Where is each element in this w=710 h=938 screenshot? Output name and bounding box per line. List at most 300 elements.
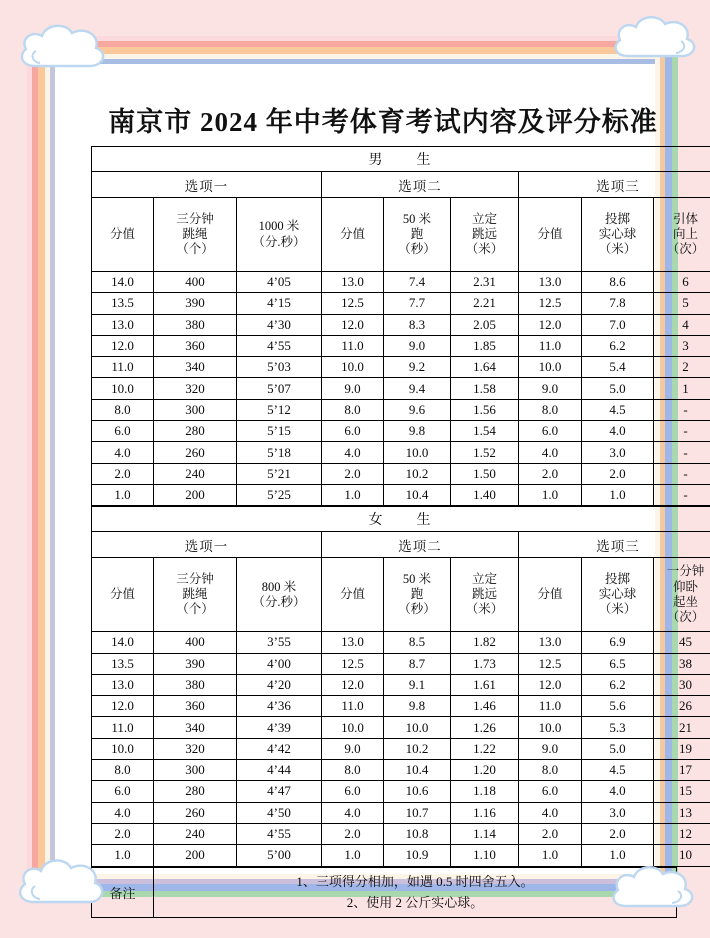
column-header-line: （分.秒） — [252, 234, 306, 249]
table-cell: 300 — [154, 760, 237, 781]
table-row — [92, 717, 710, 738]
table-cell: 10 — [654, 845, 710, 866]
column-header-line: 跑 — [410, 226, 424, 241]
table-cell: 1.61 — [451, 674, 519, 695]
table-cell: 14.0 — [92, 632, 154, 653]
table-cell: 8.0 — [322, 399, 384, 420]
table-row — [92, 845, 710, 866]
table-cell: 3.0 — [582, 442, 654, 463]
column-header-line: 实心球 — [598, 587, 637, 602]
table-cell: 13.5 — [92, 293, 154, 314]
table-cell: 13.0 — [519, 272, 582, 293]
column-header-line: 跳远 — [471, 587, 497, 602]
table-cell: 10.7 — [384, 802, 451, 823]
column-header-row — [92, 198, 710, 272]
table-cell: 17 — [654, 760, 710, 781]
table-cell: 12.0 — [519, 674, 582, 695]
table-cell: 5.3 — [582, 717, 654, 738]
option-group-header: 选项一 — [92, 172, 322, 198]
column-header — [582, 198, 654, 272]
table-cell: 1.46 — [451, 696, 519, 717]
table-cell: 4’55 — [237, 823, 322, 844]
table-cell: 6.2 — [582, 335, 654, 356]
table-cell: 1.10 — [451, 845, 519, 866]
column-header-line: 立定 — [471, 211, 497, 226]
table-cell: 1.82 — [451, 632, 519, 653]
table-cell: 19 — [654, 738, 710, 759]
column-header — [322, 558, 384, 632]
table-cell: 2.0 — [582, 823, 654, 844]
table-cell: 11.0 — [322, 335, 384, 356]
table-cell: 300 — [154, 399, 237, 420]
table-cell: 2.0 — [322, 823, 384, 844]
table-cell: 11.0 — [92, 717, 154, 738]
table-cell: 4’39 — [237, 717, 322, 738]
table-cell: 5’07 — [237, 378, 322, 399]
column-header — [451, 198, 519, 272]
table-cell: 12 — [654, 823, 710, 844]
table-cell: 7.8 — [582, 293, 654, 314]
column-header — [654, 558, 710, 632]
table-cell: 10.0 — [384, 442, 451, 463]
table-cell: 10.0 — [322, 717, 384, 738]
column-header-line: 仰卧 — [673, 579, 699, 594]
table-row — [92, 760, 710, 781]
table-cell: 400 — [154, 272, 237, 293]
section-title: 男 生 — [92, 147, 710, 172]
table-cell: 240 — [154, 463, 237, 484]
table-cell: 10.2 — [384, 463, 451, 484]
table-row — [92, 378, 710, 399]
table-row — [92, 674, 710, 695]
table-cell: 45 — [654, 632, 710, 653]
table-row — [92, 802, 710, 823]
option-group-header: 选项二 — [322, 532, 519, 558]
table-cell: 12.5 — [519, 293, 582, 314]
table-cell: 4’36 — [237, 696, 322, 717]
table-cell: 390 — [154, 293, 237, 314]
table-cell: 360 — [154, 335, 237, 356]
column-header-line: （个） — [176, 242, 214, 257]
column-header-line: （分.秒） — [252, 594, 306, 609]
column-header-line: （次） — [666, 610, 705, 625]
column-header-line: 实心球 — [598, 226, 637, 241]
table-cell: 1.52 — [451, 442, 519, 463]
table-cell: 5 — [654, 293, 710, 314]
column-header-line: 分值 — [339, 226, 365, 241]
table-cell: 2.21 — [451, 293, 519, 314]
table-cell: 4’50 — [237, 802, 322, 823]
remarks-line: 1、三项得分相加，如遇 0.5 时四舍五入。 — [296, 873, 534, 889]
table-cell: 10.0 — [384, 717, 451, 738]
table-cell: 4’47 — [237, 781, 322, 802]
table-cell: 13.0 — [519, 632, 582, 653]
table-cell: 10.9 — [384, 845, 451, 866]
table-cell: 8.7 — [384, 653, 451, 674]
option-group-header: 选项二 — [322, 172, 519, 198]
table-cell: 9.0 — [322, 738, 384, 759]
table-row — [92, 399, 710, 420]
table-cell: 1.16 — [451, 802, 519, 823]
column-header-line: 分值 — [109, 226, 135, 241]
table-cell: 12.5 — [322, 653, 384, 674]
decorative-frame — [27, 36, 705, 911]
column-header-line: （米） — [598, 602, 637, 617]
table-cell: 380 — [154, 314, 237, 335]
table-cell: 2.05 — [451, 314, 519, 335]
column-header — [384, 198, 451, 272]
table-cell: 4’05 — [237, 272, 322, 293]
column-header-line: 引体 — [673, 211, 699, 226]
table-cell: 1.0 — [92, 845, 154, 866]
table-cell: 6.0 — [519, 421, 582, 442]
table-cell: 15 — [654, 781, 710, 802]
column-header — [519, 558, 582, 632]
table-cell: 2.0 — [92, 463, 154, 484]
column-header-line: 跳远 — [471, 226, 497, 241]
table-cell: 200 — [154, 845, 237, 866]
table-cell: 390 — [154, 653, 237, 674]
column-header-line: 800 米 — [261, 579, 297, 594]
table-cell: 11.0 — [92, 357, 154, 378]
table-cell: 10.6 — [384, 781, 451, 802]
table-cell: 1.26 — [451, 717, 519, 738]
table-cell: 8.6 — [582, 272, 654, 293]
table-row — [92, 272, 710, 293]
column-header — [654, 198, 710, 272]
frame-stripe-left — [38, 36, 45, 902]
table-cell: 21 — [654, 717, 710, 738]
table-cell: 6.0 — [519, 781, 582, 802]
table-cell: 5’25 — [237, 484, 322, 505]
table-cell: 10.4 — [384, 760, 451, 781]
table-cell: 10.0 — [322, 357, 384, 378]
table-row — [92, 421, 710, 442]
column-header — [519, 198, 582, 272]
table-cell: 9.1 — [384, 674, 451, 695]
option-group-header: 选项三 — [519, 172, 710, 198]
column-header — [92, 198, 154, 272]
table-cell: 340 — [154, 357, 237, 378]
table-cell: 1.0 — [322, 845, 384, 866]
table-cell: 8.0 — [519, 399, 582, 420]
table-cell: 1 — [654, 378, 710, 399]
table-cell: 1.56 — [451, 399, 519, 420]
table-cell: 2 — [654, 357, 710, 378]
table-cell: 7.7 — [384, 293, 451, 314]
column-header-line: （米） — [465, 242, 504, 257]
column-header-line: 分值 — [537, 226, 563, 241]
column-header-line: （个） — [176, 602, 214, 617]
table-cell: 10.2 — [384, 738, 451, 759]
table-row — [92, 314, 710, 335]
table-cell: - — [654, 484, 710, 505]
column-header — [154, 198, 237, 272]
table-cell: 1.22 — [451, 738, 519, 759]
table-cell: 1.0 — [322, 484, 384, 505]
column-header-line: 三分钟 — [176, 571, 214, 586]
table-cell: 9.2 — [384, 357, 451, 378]
column-header-line: （秒） — [398, 602, 436, 617]
table-cell: 1.14 — [451, 823, 519, 844]
table-row — [92, 696, 710, 717]
table-cell: 2.0 — [582, 463, 654, 484]
table-cell: 6 — [654, 272, 710, 293]
table-cell: 9.4 — [384, 378, 451, 399]
table-cell: 9.0 — [519, 378, 582, 399]
table-cell: 5.4 — [582, 357, 654, 378]
section-title-row — [92, 507, 710, 532]
table-cell: 2.0 — [92, 823, 154, 844]
table-cell: 26 — [654, 696, 710, 717]
table-cell: 320 — [154, 378, 237, 399]
table-row — [92, 781, 710, 802]
table-cell: - — [654, 421, 710, 442]
table-cell: - — [654, 442, 710, 463]
table-cell: 9.8 — [384, 696, 451, 717]
table-cell: 380 — [154, 674, 237, 695]
table-cell: 6.0 — [92, 781, 154, 802]
option-group-row — [92, 532, 710, 558]
table-cell: 13 — [654, 802, 710, 823]
table-row — [92, 357, 710, 378]
column-header — [154, 558, 237, 632]
table-cell: 280 — [154, 781, 237, 802]
table-cell: 4’00 — [237, 653, 322, 674]
table-cell: 4.0 — [92, 802, 154, 823]
table-row — [92, 738, 710, 759]
table-cell: 5’18 — [237, 442, 322, 463]
remarks-line: 2、使用 2 公斤实心球。 — [346, 895, 484, 911]
table-cell: 30 — [654, 674, 710, 695]
column-header-line: 一分钟 — [666, 564, 705, 579]
table-cell: 1.64 — [451, 357, 519, 378]
table-cell: 10.0 — [92, 738, 154, 759]
frame-stripe-top — [27, 47, 683, 54]
table-cell: 11.0 — [519, 696, 582, 717]
table-cell: 1.50 — [451, 463, 519, 484]
table-row — [92, 484, 710, 505]
column-header-line: （米） — [598, 242, 637, 257]
table-cell: 1.0 — [92, 484, 154, 505]
table-row — [92, 335, 710, 356]
table-cell: 10.0 — [519, 357, 582, 378]
column-header-line: （秒） — [398, 242, 436, 257]
table-cell: 2.31 — [451, 272, 519, 293]
table-cell: 13.0 — [92, 674, 154, 695]
table-cell: 8.0 — [519, 760, 582, 781]
table-cell: 1.85 — [451, 335, 519, 356]
column-header-line: 投掷 — [604, 571, 630, 586]
table-cell: 1.18 — [451, 781, 519, 802]
table-cell: 5.0 — [582, 738, 654, 759]
table-cell: 13.5 — [92, 653, 154, 674]
table-cell: 2.0 — [519, 463, 582, 484]
column-header-line: 跳绳 — [182, 587, 208, 602]
option-group-row — [92, 172, 710, 198]
table-cell: 5’21 — [237, 463, 322, 484]
table-cell: 1.0 — [519, 484, 582, 505]
table-cell: 4.5 — [582, 760, 654, 781]
male-score-table — [91, 146, 710, 506]
option-group-header: 选项三 — [519, 532, 710, 558]
table-cell: 4.0 — [92, 442, 154, 463]
option-group-header: 选项一 — [92, 532, 322, 558]
table-cell: 3 — [654, 335, 710, 356]
table-cell: 12.0 — [519, 314, 582, 335]
table-cell: 12.0 — [322, 314, 384, 335]
table-cell: 5.0 — [582, 378, 654, 399]
table-cell: 13.0 — [322, 632, 384, 653]
table-cell: 8.0 — [92, 760, 154, 781]
column-header-line: 三分钟 — [176, 211, 214, 226]
table-cell: 1.58 — [451, 378, 519, 399]
table-cell: 4’55 — [237, 335, 322, 356]
table-cell: 10.0 — [92, 378, 154, 399]
table-cell: 360 — [154, 696, 237, 717]
table-cell: 7.4 — [384, 272, 451, 293]
table-cell: 8.0 — [92, 399, 154, 420]
table-cell: 260 — [154, 802, 237, 823]
table-cell: 340 — [154, 717, 237, 738]
table-cell: 3.0 — [582, 802, 654, 823]
column-header — [237, 558, 322, 632]
table-cell: 12.5 — [322, 293, 384, 314]
table-cell: 280 — [154, 421, 237, 442]
remarks-table — [91, 867, 677, 918]
table-cell: 6.0 — [92, 421, 154, 442]
table-cell: 4.0 — [582, 781, 654, 802]
table-row — [92, 293, 710, 314]
remarks-row — [92, 867, 677, 917]
table-cell: 4.0 — [322, 802, 384, 823]
table-cell: 9.0 — [384, 335, 451, 356]
table-cell: 4.0 — [322, 442, 384, 463]
table-cell: 13.0 — [322, 272, 384, 293]
column-header-line: 分值 — [339, 587, 365, 602]
table-row — [92, 463, 710, 484]
column-header-line: 50 米 — [402, 571, 432, 586]
table-cell: 2.0 — [322, 463, 384, 484]
table-cell: 4.5 — [582, 399, 654, 420]
table-cell: 4.0 — [519, 442, 582, 463]
column-header-line: 跳绳 — [182, 226, 208, 241]
column-header — [384, 558, 451, 632]
table-cell: 4’20 — [237, 674, 322, 695]
column-header-line: 分值 — [109, 587, 135, 602]
column-header-line: （次） — [666, 242, 705, 257]
female-score-table — [91, 506, 710, 866]
table-cell: 4’30 — [237, 314, 322, 335]
table-cell: 10.8 — [384, 823, 451, 844]
column-header-line: 起坐 — [673, 594, 699, 609]
column-header-line: （米） — [465, 602, 504, 617]
table-cell: 1.73 — [451, 653, 519, 674]
section-title: 女 生 — [92, 507, 710, 532]
table-cell: 1.0 — [519, 845, 582, 866]
table-cell: 240 — [154, 823, 237, 844]
table-cell: 5’12 — [237, 399, 322, 420]
column-header — [582, 558, 654, 632]
column-header — [322, 198, 384, 272]
table-cell: 1.20 — [451, 760, 519, 781]
table-cell: - — [654, 399, 710, 420]
table-cell: 4’44 — [237, 760, 322, 781]
table-cell: 4’15 — [237, 293, 322, 314]
table-cell: 2.0 — [519, 823, 582, 844]
table-cell: 6.9 — [582, 632, 654, 653]
table-cell: 6.5 — [582, 653, 654, 674]
table-cell: 3’55 — [237, 632, 322, 653]
table-cell: 5’00 — [237, 845, 322, 866]
table-cell: 5’15 — [237, 421, 322, 442]
table-cell: 6.0 — [322, 781, 384, 802]
column-header-line: 立定 — [471, 571, 497, 586]
column-header-line: 跑 — [410, 587, 424, 602]
table-cell: 9.8 — [384, 421, 451, 442]
table-row — [92, 653, 710, 674]
table-cell: 14.0 — [92, 272, 154, 293]
table-cell: 320 — [154, 738, 237, 759]
table-row — [92, 823, 710, 844]
table-cell: 10.4 — [384, 484, 451, 505]
column-header-line: 50 米 — [402, 211, 432, 226]
table-cell: 1.0 — [582, 484, 654, 505]
paper-surface — [55, 64, 705, 911]
table-cell: 9.0 — [322, 378, 384, 399]
section-title-row — [92, 147, 710, 172]
column-header-row — [92, 558, 710, 632]
page-title: 南京市 2024 年中考体育考试内容及评分标准 — [108, 107, 658, 137]
column-header-line: 1000 米 — [258, 219, 300, 234]
table-cell: 4 — [654, 314, 710, 335]
table-cell: 4.0 — [582, 421, 654, 442]
table-cell: 13.0 — [92, 314, 154, 335]
table-cell: 200 — [154, 484, 237, 505]
table-cell: 9.6 — [384, 399, 451, 420]
table-cell: 9.0 — [519, 738, 582, 759]
table-cell: 8.0 — [322, 760, 384, 781]
table-cell: 5’03 — [237, 357, 322, 378]
column-header-line: 投掷 — [604, 211, 630, 226]
column-header — [92, 558, 154, 632]
table-cell: 1.40 — [451, 484, 519, 505]
table-cell: 6.0 — [322, 421, 384, 442]
table-cell: 12.5 — [519, 653, 582, 674]
column-header — [451, 558, 519, 632]
table-cell: 12.0 — [322, 674, 384, 695]
table-cell: 5.6 — [582, 696, 654, 717]
table-cell: - — [654, 463, 710, 484]
column-header-line: 向上 — [673, 226, 699, 241]
table-cell: 11.0 — [322, 696, 384, 717]
table-cell: 4.0 — [519, 802, 582, 823]
table-row — [92, 632, 710, 653]
table-cell: 10.0 — [519, 717, 582, 738]
table-cell: 8.3 — [384, 314, 451, 335]
score-tables — [91, 146, 705, 918]
table-cell: 7.0 — [582, 314, 654, 335]
table-cell: 1.0 — [582, 845, 654, 866]
table-cell: 8.5 — [384, 632, 451, 653]
remarks-body — [154, 867, 677, 917]
table-cell: 4’42 — [237, 738, 322, 759]
table-cell: 12.0 — [92, 335, 154, 356]
column-header — [237, 198, 322, 272]
table-cell: 6.2 — [582, 674, 654, 695]
table-cell: 400 — [154, 632, 237, 653]
table-row — [92, 442, 710, 463]
